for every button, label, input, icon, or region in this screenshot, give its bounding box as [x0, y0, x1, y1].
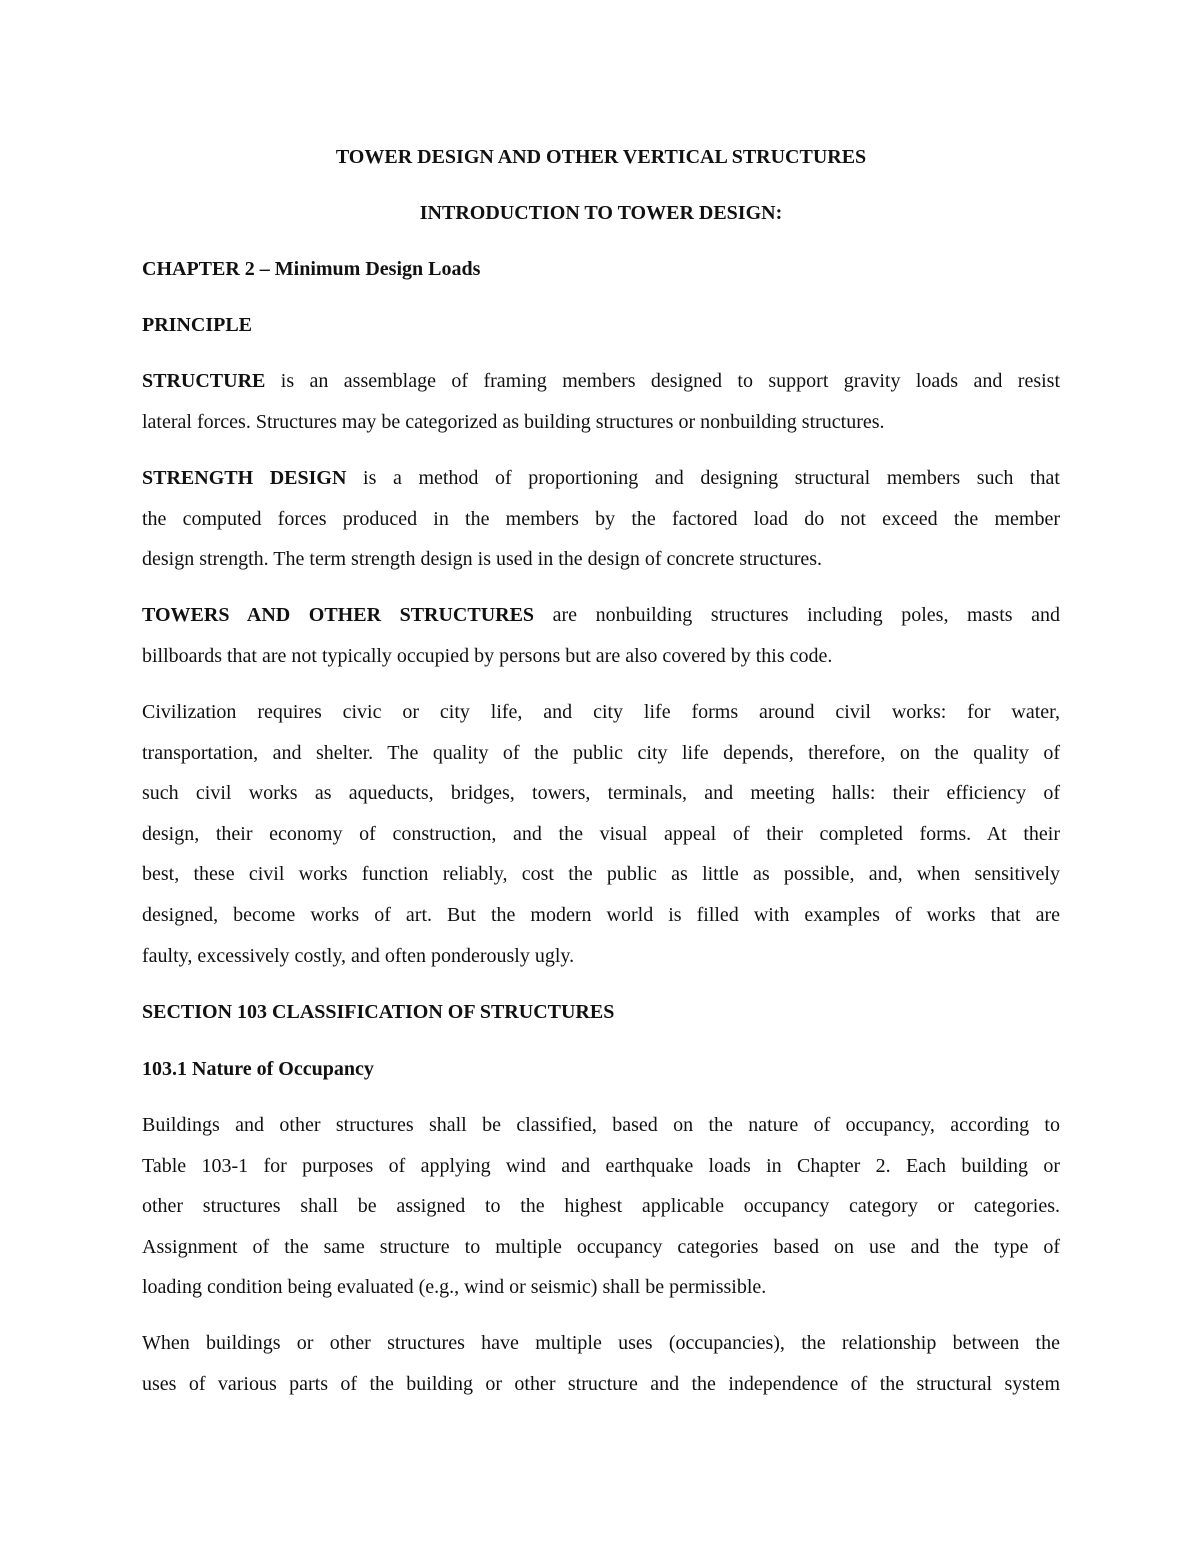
strength-text-1: is a method of proportioning and designing structural members such that — [346, 467, 1060, 489]
section-103-heading: SECTION 103 CLASSIFICATION OF STRUCTURES — [142, 1001, 615, 1023]
multiple-uses-paragraph — [142, 1323, 1060, 1404]
buildings-line-4: Assignment of the same structure to multiple occupancy categories based on use and the type of — [142, 1235, 1060, 1258]
civilization-paragraph — [142, 692, 1060, 976]
document-subtitle: INTRODUCTION TO TOWER DESIGN: — [419, 202, 783, 224]
civilization-line-5: best, these civil works function reliably, cost the public as little as possible, and, when sensitively — [142, 863, 1060, 886]
multiple-line-1: When buildings or other structures have multiple uses (occupancies), the relationship between the — [142, 1332, 1060, 1354]
buildings-classification-paragraph — [142, 1105, 1060, 1308]
multiple-line-2: uses of various parts of the building or other structure and the independence of the structural system — [142, 1372, 1060, 1395]
buildings-line-1: Buildings and other structures shall be classified, based on the nature of occupancy, according to — [142, 1114, 1060, 1136]
towers-definition — [142, 595, 1060, 676]
section-103-1-heading: 103.1 Nature of Occupancy — [142, 1058, 374, 1080]
strength-term: STRENGTH DESIGN — [142, 467, 347, 489]
civilization-line-2: transportation, and shelter. The quality of the public city life depends, therefore, on the quality of — [142, 741, 1060, 764]
civilization-line-4: design, their economy of construction, and the visual appeal of their completed forms. At their — [142, 822, 1060, 845]
buildings-line-3: other structures shall be assigned to the highest applicable occupancy category or categories. — [142, 1195, 1060, 1218]
structure-text-1: is an assemblage of framing members designed to support gravity loads and resist — [265, 370, 1060, 392]
document-title: TOWER DESIGN AND OTHER VERTICAL STRUCTURES — [335, 146, 867, 168]
structure-definition — [142, 361, 1060, 442]
strength-line-1 — [142, 458, 1060, 499]
buildings-line-2: Table 103-1 for purposes of applying wind and earthquake loads in Chapter 2. Each building or — [142, 1154, 1060, 1177]
towers-line-1 — [142, 595, 1060, 636]
towers-line-2: billboards that are not typically occupied by persons but are also covered by this code. — [142, 644, 833, 667]
civilization-line-1: Civilization requires civic or city life, and city life forms around civil works: for water, — [142, 701, 1060, 723]
strength-line-2: the computed forces produced in the members by the factored load do not exceed the member — [142, 507, 1060, 530]
civilization-line-7: faulty, excessively costly, and often ponderously ugly. — [142, 944, 575, 967]
towers-text-1: are nonbuilding structures including poles, masts and — [534, 604, 1060, 626]
buildings-line-5: loading condition being evaluated (e.g., wind or seismic) shall be permissible. — [142, 1276, 767, 1299]
towers-term: TOWERS AND OTHER STRUCTURES — [142, 604, 535, 626]
strength-design-definition — [142, 458, 1060, 580]
strength-line-3: design strength. The term strength design is used in the design of concrete structures. — [142, 548, 823, 571]
civilization-line-3: such civil works as aqueducts, bridges, towers, terminals, and meeting halls: their efficiency of — [142, 782, 1060, 805]
structure-line-1 — [142, 361, 1060, 402]
principle-heading: PRINCIPLE — [142, 314, 253, 336]
civilization-line-6: designed, become works of art. But the modern world is filled with examples of works that are — [142, 903, 1060, 926]
structure-line-2: lateral forces. Structures may be categorized as building structures or nonbuilding structures. — [142, 410, 885, 433]
structure-term: STRUCTURE — [142, 370, 266, 392]
chapter-heading: CHAPTER 2 – Minimum Design Loads — [142, 258, 481, 280]
